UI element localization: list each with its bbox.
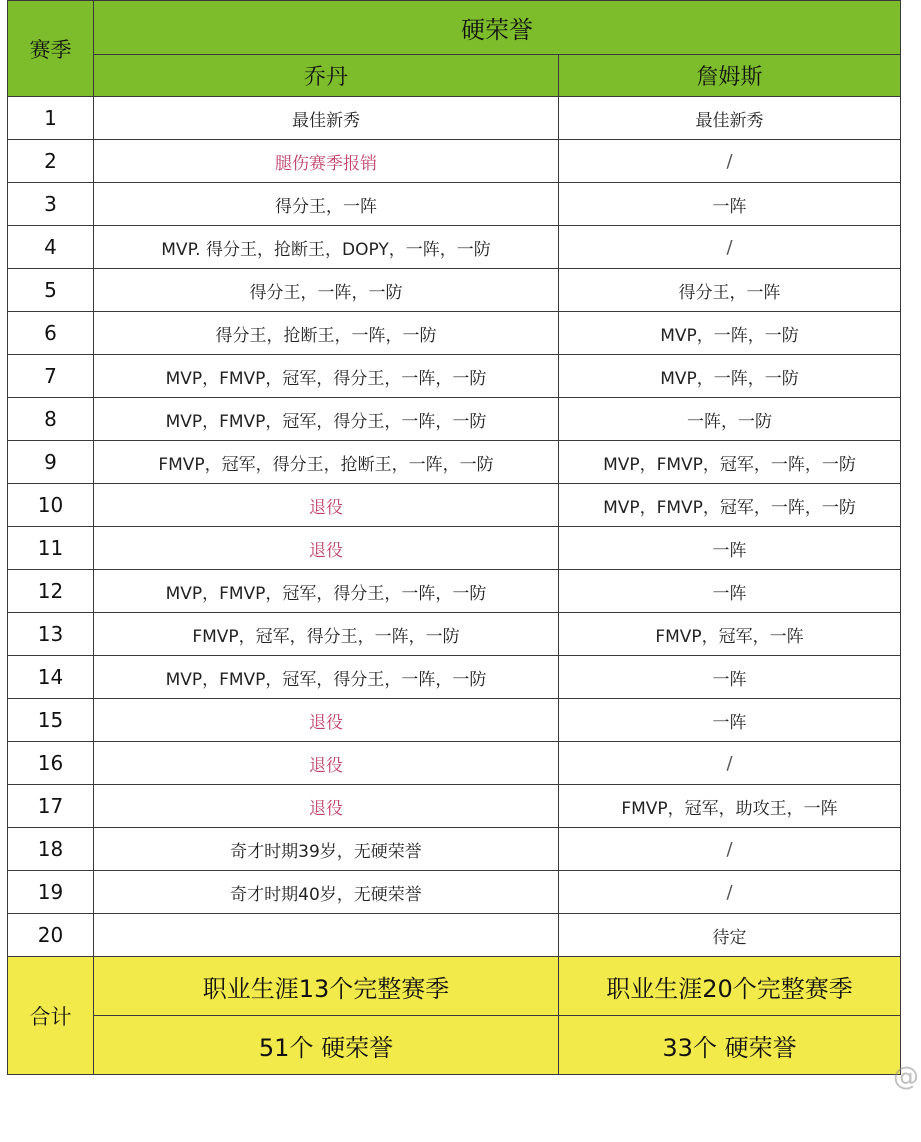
- player-b-honors-total: 33个 硬荣誉: [559, 1016, 901, 1075]
- season-number: 16: [8, 742, 94, 785]
- header-row-title: [8, 1, 901, 55]
- table-row: [8, 742, 901, 785]
- player-a-honors: 退役: [94, 699, 559, 742]
- table-row: [8, 914, 901, 957]
- season-number: 10: [8, 484, 94, 527]
- table-row: [8, 656, 901, 699]
- season-number: 6: [8, 312, 94, 355]
- honors-comparison-table: [7, 0, 901, 1075]
- table-row: [8, 785, 901, 828]
- player-b-honors: MVP，FMVP，冠军，一阵，一防: [559, 441, 901, 484]
- table-row: [8, 140, 901, 183]
- player-a-honors: 奇才时期40岁，无硬荣誉: [94, 871, 559, 914]
- player-b-honors: /: [559, 871, 901, 914]
- table-row: [8, 570, 901, 613]
- season-number: 18: [8, 828, 94, 871]
- player-a-honors: FMVP，冠军，得分王，抢断王，一阵，一防: [94, 441, 559, 484]
- table-row: [8, 269, 901, 312]
- season-number: 8: [8, 398, 94, 441]
- table-row: [8, 312, 901, 355]
- season-number: 2: [8, 140, 94, 183]
- player-a-header: 乔丹: [94, 55, 559, 97]
- player-b-honors: 最佳新秀: [559, 97, 901, 140]
- header-row-players: [8, 55, 901, 97]
- player-b-honors: 一阵，一防: [559, 398, 901, 441]
- player-a-honors: MVP，FMVP，冠军，得分王，一阵，一防: [94, 570, 559, 613]
- table-row: [8, 355, 901, 398]
- table-row: [8, 226, 901, 269]
- player-a-honors: 得分王，抢断王，一阵，一防: [94, 312, 559, 355]
- player-b-honors: FMVP，冠军，一阵: [559, 613, 901, 656]
- table-row: [8, 97, 901, 140]
- player-b-honors: 得分王，一阵: [559, 269, 901, 312]
- player-a-honors: 最佳新秀: [94, 97, 559, 140]
- player-b-honors: MVP，FMVP，冠军，一阵，一防: [559, 484, 901, 527]
- table-row: [8, 828, 901, 871]
- season-number: 13: [8, 613, 94, 656]
- player-a-honors: MVP，FMVP，冠军，得分王，一阵，一防: [94, 355, 559, 398]
- player-a-seasons-total: 职业生涯13个完整赛季: [94, 957, 559, 1016]
- player-b-honors: 一阵: [559, 656, 901, 699]
- summary-row-seasons: [8, 957, 901, 1016]
- player-b-honors: /: [559, 828, 901, 871]
- season-header: 赛季: [8, 1, 94, 97]
- season-number: 17: [8, 785, 94, 828]
- summary-label: 合计: [8, 957, 94, 1075]
- table-row: [8, 484, 901, 527]
- season-number: 5: [8, 269, 94, 312]
- table-title: 硬荣誉: [94, 1, 901, 55]
- player-b-honors: MVP，一阵，一防: [559, 355, 901, 398]
- season-number: 7: [8, 355, 94, 398]
- table-row: [8, 441, 901, 484]
- player-a-honors: MVP. 得分王，抢断王，DOPY，一阵，一防: [94, 226, 559, 269]
- player-b-honors: FMVP，冠军，助攻王，一阵: [559, 785, 901, 828]
- player-a-honors: MVP，FMVP，冠军，得分王，一阵，一防: [94, 656, 559, 699]
- player-a-honors: 退役: [94, 527, 559, 570]
- table-row: [8, 527, 901, 570]
- table-row: [8, 183, 901, 226]
- player-b-honors: 一阵: [559, 699, 901, 742]
- season-number: 14: [8, 656, 94, 699]
- season-number: 4: [8, 226, 94, 269]
- table-row: [8, 398, 901, 441]
- player-b-honors: /: [559, 140, 901, 183]
- player-a-honors: [94, 914, 559, 957]
- player-a-honors: 得分王，一阵，一防: [94, 269, 559, 312]
- player-a-honors: 退役: [94, 742, 559, 785]
- season-number: 3: [8, 183, 94, 226]
- season-number: 1: [8, 97, 94, 140]
- season-number: 20: [8, 914, 94, 957]
- player-b-honors: 待定: [559, 914, 901, 957]
- player-b-seasons-total: 职业生涯20个完整赛季: [559, 957, 901, 1016]
- player-b-honors: /: [559, 226, 901, 269]
- player-b-honors: /: [559, 742, 901, 785]
- player-a-honors-total: 51个 硬荣誉: [94, 1016, 559, 1075]
- player-b-honors: 一阵: [559, 570, 901, 613]
- player-b-honors: MVP，一阵，一防: [559, 312, 901, 355]
- summary-row-honors: [8, 1016, 901, 1075]
- player-a-honors: FMVP，冠军，得分王，一阵，一防: [94, 613, 559, 656]
- player-a-honors: 奇才时期39岁，无硬荣誉: [94, 828, 559, 871]
- season-number: 11: [8, 527, 94, 570]
- player-b-honors: 一阵: [559, 527, 901, 570]
- season-number: 9: [8, 441, 94, 484]
- season-number: 19: [8, 871, 94, 914]
- watermark-logo: @: [893, 1062, 919, 1092]
- season-number: 15: [8, 699, 94, 742]
- player-a-honors: 退役: [94, 484, 559, 527]
- player-a-honors: 退役: [94, 785, 559, 828]
- player-b-honors: 一阵: [559, 183, 901, 226]
- player-a-honors: 腿伤赛季报销: [94, 140, 559, 183]
- player-a-honors: 得分王，一阵: [94, 183, 559, 226]
- player-b-header: 詹姆斯: [559, 55, 901, 97]
- table-row: [8, 613, 901, 656]
- season-number: 12: [8, 570, 94, 613]
- player-a-honors: MVP，FMVP，冠军，得分王，一阵，一防: [94, 398, 559, 441]
- table-row: [8, 699, 901, 742]
- table-row: [8, 871, 901, 914]
